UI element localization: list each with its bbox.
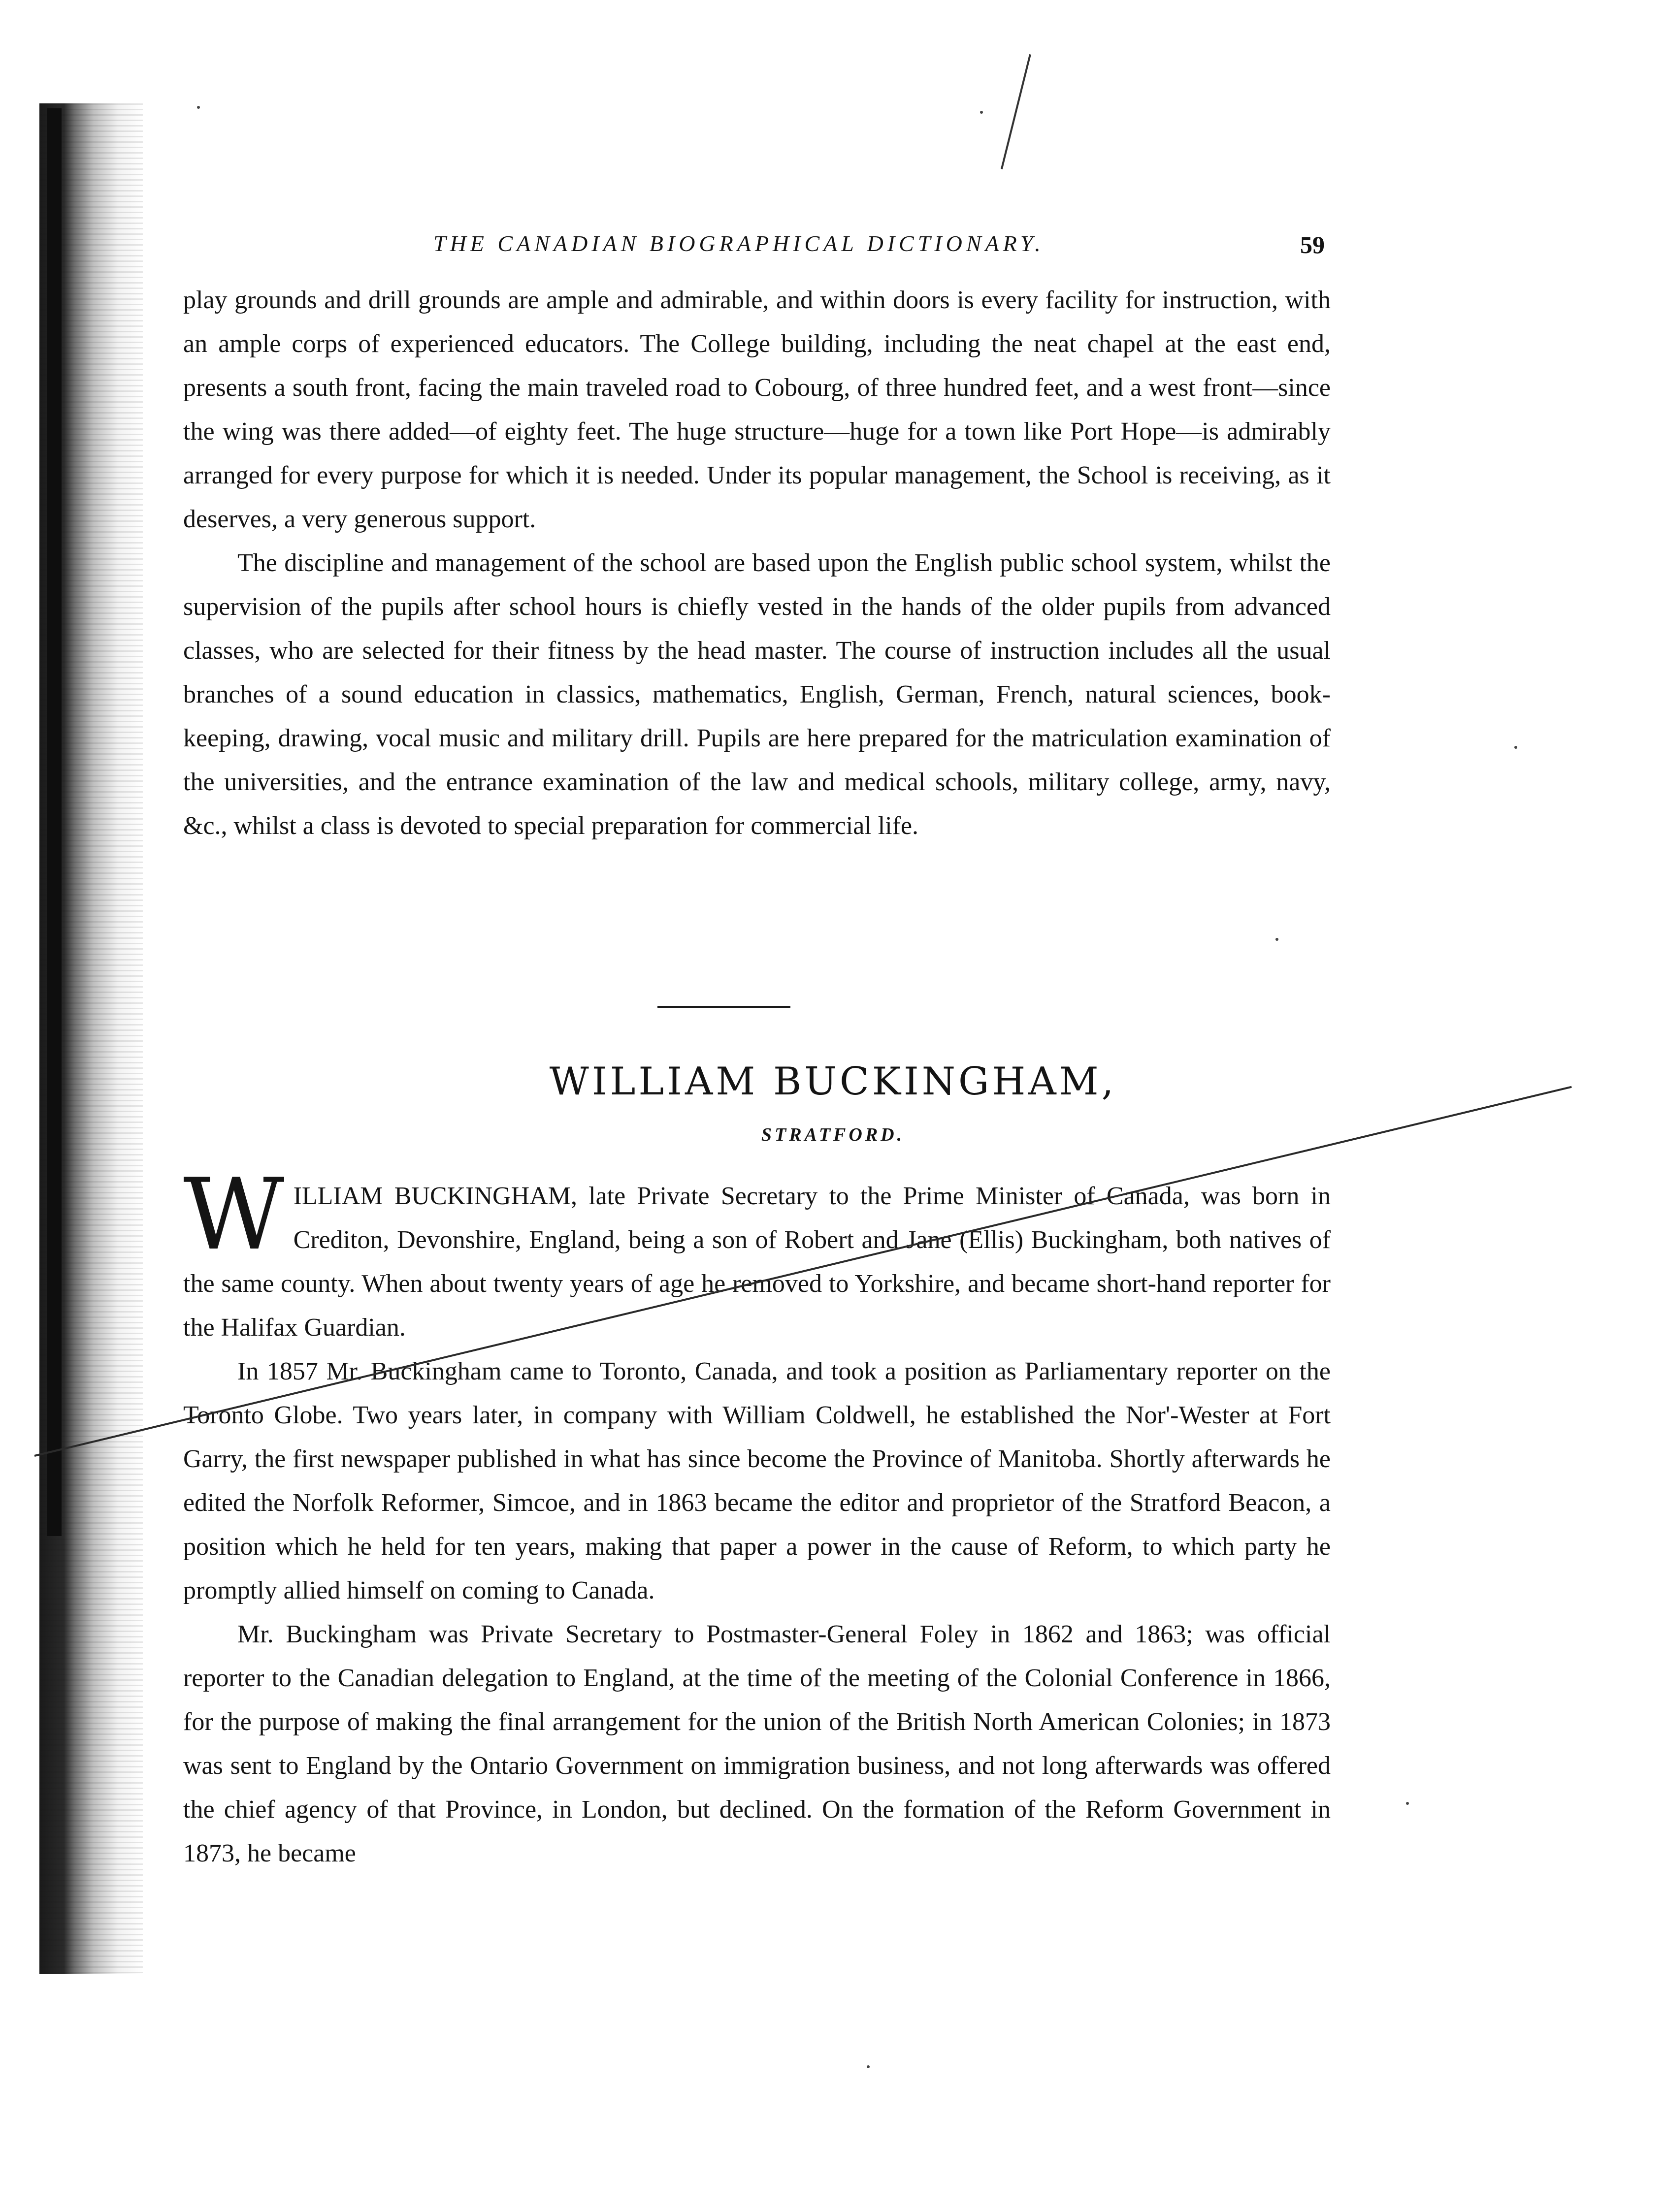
scan-speck xyxy=(867,2065,870,2068)
binding-shadow xyxy=(47,108,62,1536)
first-paragraph-text: ILLIAM BUCKINGHAM, late Private Secretary to the Prime Minister of Canada, was born in Crediton, Devonshire, England, being a son of Robert and Jane (Ellis) Buckingham, both natives of the same county. When about twenty years of age he removed to Yorkshire, and became short-hand reporter for the Halifax Guardian. xyxy=(183,1182,1331,1342)
running-head: THE CANADIAN BIOGRAPHICAL DICTIONARY. xyxy=(433,231,1045,256)
scan-speck xyxy=(1275,938,1278,941)
section-divider xyxy=(657,1006,790,1008)
scan-speck xyxy=(1406,1802,1409,1805)
paragraph: The discipline and management of the school are based upon the English public school system, whilst the supervision of the pupils after school hours is chiefly vested in the hands of the older pupils from advanced classes, who are selected for their fitness by the head master. The course of instruction includes all the usual branches of a sound education in classics, mathematics, English, German, French, natural sciences, book-keeping, drawing, vocal music and military drill. Pupils are here prepared for the matriculation examination of the universities, and the entrance examination of the law and medical schools, military college, army, navy, &c., whilst a class is devoted to special preparation for commercial life. xyxy=(183,549,1331,840)
scan-speck xyxy=(197,106,200,109)
scan-speck xyxy=(1514,746,1517,749)
article-place: STRATFORD. xyxy=(761,1124,905,1145)
article-title: WILLIAM BUCKINGHAM, xyxy=(549,1059,1117,1104)
page-number: 59 xyxy=(1300,231,1325,258)
continued-article-text xyxy=(183,278,1331,848)
paragraph: In 1857 Mr. Buckingham came to Toronto, Canada, and took a position as Parliamentary reporter on the Toronto Globe. Two years later, in company with William Coldwell, he established the Nor'-Wester at Fort Garry, the first newspaper published in what has since become the Province of Manitoba. Shortly afterwards he edited the Norfolk Reformer, Simcoe, and in 1863 became the editor and proprietor of the Stratford Beacon, a position which he held for ten years, making that paper a power in the cause of Reform, to which party he promptly allied himself on coming to Canada. xyxy=(183,1357,1331,1604)
drop-cap: W xyxy=(183,1157,285,1272)
article-body xyxy=(183,1157,1331,1875)
scan-speck xyxy=(980,111,983,114)
first-paragraph xyxy=(183,1157,1331,1349)
pen-stroke-mark xyxy=(1001,54,1031,169)
paragraph: play grounds and drill grounds are ample and admirable, and within doors is every facility for instruction, with an ample corps of experienced educators. The College building, including the neat chapel at the east end, presents a south front, facing the main traveled road to Cobourg, of three hundred feet, and a west front—since the wing was there added—of eighty feet. The huge structure—huge for a town like Port Hope—is admirably arranged for every purpose for which it is needed. Under its popular management, the School is receiving, as it deserves, a very generous support. xyxy=(183,286,1331,533)
paragraph: Mr. Buckingham was Private Secretary to Postmaster-General Foley in 1862 and 1863; was official reporter to the Canadian delegation to England, at the time of the meeting of the Colonial Conference in 1866, for the purpose of making the final arrangement for the union of the British North American Colonies; in 1873 was sent to England by the Ontario Government on immigration business, and not long afterwards was offered the chief agency of that Province, in London, but declined. On the formation of the Reform Government in 1873, he became xyxy=(183,1620,1331,1867)
